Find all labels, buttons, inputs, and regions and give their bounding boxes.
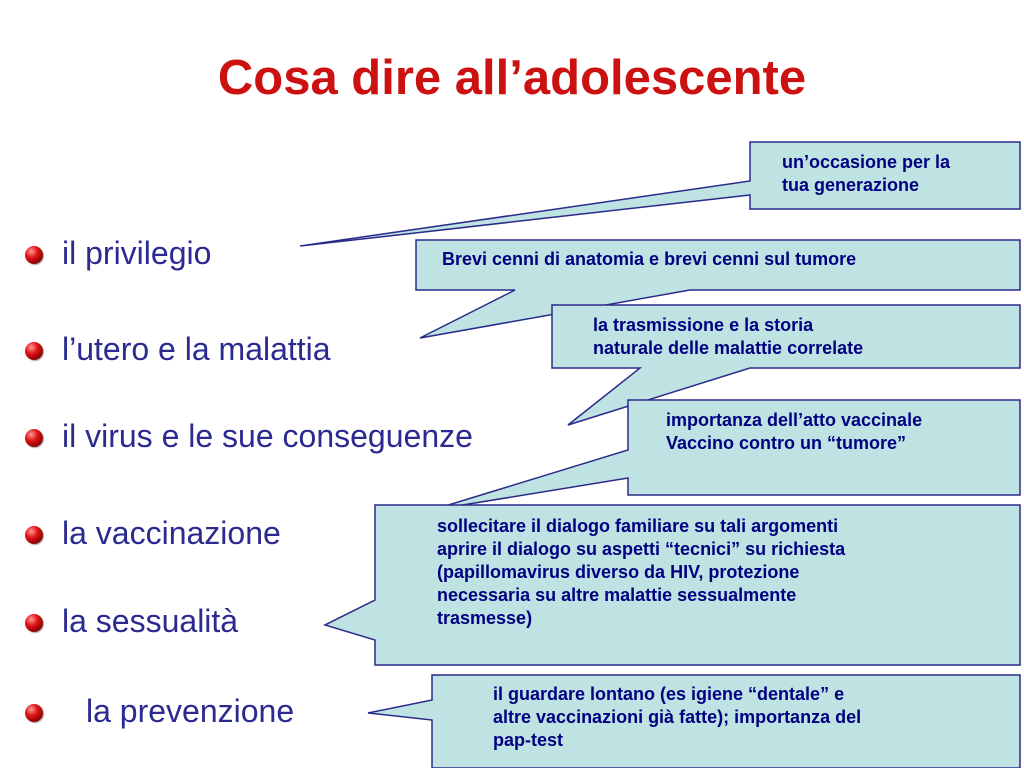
- callout-line: Brevi cenni di anatomia e brevi cenni sul tumore: [442, 249, 857, 269]
- callout-line: naturale delle malattie correlate: [593, 338, 864, 358]
- slide-title: Cosa dire all’adolescente: [217, 51, 807, 105]
- bullet-sessualita: la sessualità: [62, 603, 239, 639]
- bullet-dot: [25, 429, 43, 447]
- callout-line: pap-test: [493, 730, 564, 750]
- callout-line: Vaccino contro un “tumore”: [666, 433, 907, 453]
- callout-line: altre vaccinazioni già fatte); importanza del: [493, 707, 862, 727]
- bullet-dot: [25, 526, 43, 544]
- callout-vaccinazione-text: [666, 409, 922, 455]
- callout-line: un’occasione per la: [782, 152, 951, 172]
- bullet-dot: [25, 704, 43, 722]
- bullet-vaccinazione: la vaccinazione: [62, 515, 281, 551]
- callout-line: necessaria su altre malattie sessualmente: [437, 585, 797, 605]
- bullet-utero-malattia: l’utero e la malattia: [62, 331, 331, 367]
- callout-utero-text: [442, 248, 856, 271]
- callout-line: tua generazione: [782, 175, 920, 195]
- callout-line: aprire il dialogo su aspetti “tecnici” su richiesta: [437, 539, 846, 559]
- callout-sessualita-text: [437, 515, 845, 630]
- callout-line: il guardare lontano (es igiene “dentale” e: [493, 684, 845, 704]
- callout-privilegio-text: [782, 151, 950, 197]
- bullet-dot: [25, 342, 43, 360]
- callout-prevenzione-text: [493, 683, 861, 752]
- bullet-dot: [25, 246, 43, 264]
- callout-line: (papillomavirus diverso da HIV, protezione: [437, 562, 800, 582]
- callout-line: trasmesse): [437, 608, 533, 628]
- bullet-privilegio: il privilegio: [62, 235, 212, 271]
- callout-virus-text: [593, 314, 863, 360]
- callout-line: sollecitare il dialogo familiare su tali argomenti: [437, 516, 839, 536]
- bullet-prevenzione: la prevenzione: [86, 693, 295, 729]
- bullet-virus-conseguenze: il virus e le sue conseguenze: [62, 418, 473, 454]
- callout-line: importanza dell’atto vaccinale: [666, 410, 923, 430]
- callout-line: la trasmissione e la storia: [593, 315, 814, 335]
- bullet-dot: [25, 614, 43, 632]
